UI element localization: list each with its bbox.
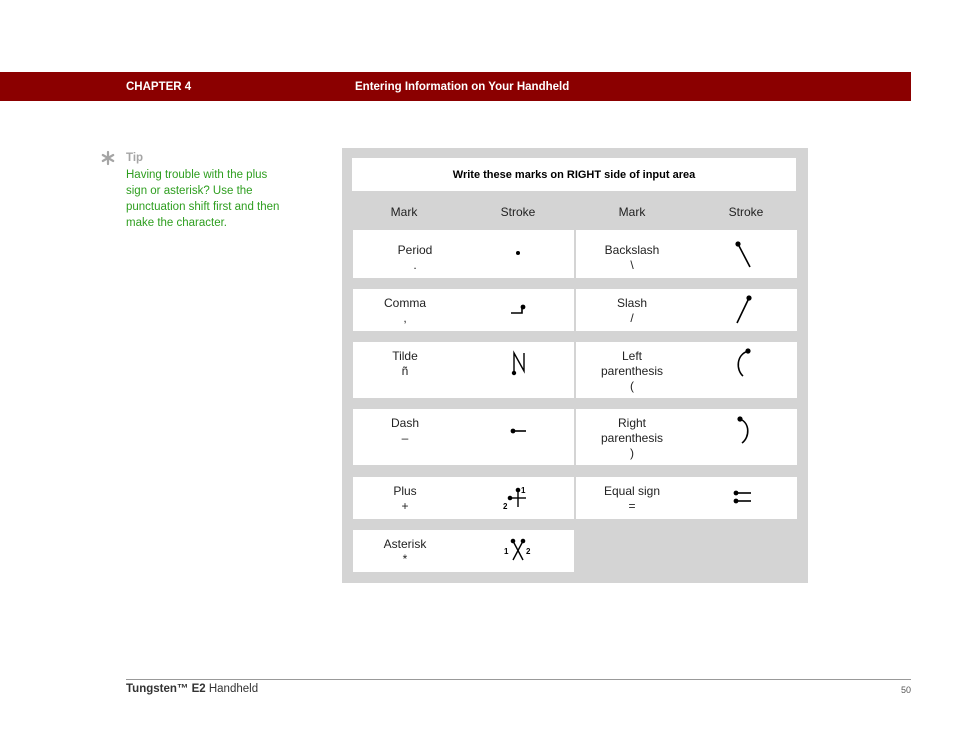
- mark-name: Comma ,: [383, 296, 426, 325]
- table-row: [576, 289, 797, 331]
- mark-name: Tilde ñ: [392, 349, 418, 378]
- equal-sign-stroke-icon: [728, 483, 758, 513]
- dash-stroke-icon: [503, 421, 533, 441]
- plus-stroke-icon: [501, 483, 535, 513]
- column-header-mark: Mark: [618, 205, 646, 219]
- table-row: [353, 409, 574, 465]
- footer-divider: [126, 679, 911, 680]
- column-header-stroke: Stroke: [500, 205, 536, 219]
- tilde-stroke-icon: [503, 350, 533, 380]
- tip-text: Having trouble with the plus sign or asterisk? Use the punctuation shift first and then make the character.: [126, 169, 280, 229]
- mark-name: Dash –: [390, 416, 419, 445]
- asterisk-icon: [100, 150, 116, 166]
- table-row: [353, 477, 574, 519]
- mark-name: Right parenthesis ): [600, 416, 664, 460]
- stroke-number: 2: [503, 502, 508, 511]
- table-title: Write these marks on RIGHT side of input area: [352, 158, 796, 191]
- backslash-stroke-icon: [728, 238, 758, 272]
- page-number: 50: [900, 685, 911, 695]
- period-stroke-icon: [503, 244, 533, 264]
- left-parenthesis-stroke-icon: [728, 346, 758, 380]
- footer-product-name: Tungsten™ E2 Handheld: [126, 683, 259, 695]
- slash-stroke-icon: [728, 293, 758, 327]
- tip-title: Tip: [126, 152, 144, 164]
- table-row: [353, 530, 574, 572]
- table-row: [353, 289, 574, 331]
- comma-stroke-icon: [503, 299, 533, 319]
- mark-name: Left parenthesis (: [600, 349, 664, 393]
- chapter-title: Entering Information on Your Handheld: [355, 81, 570, 93]
- mark-name: Period .: [397, 243, 433, 272]
- mark-name: Slash /: [616, 296, 648, 325]
- mark-name: Plus +: [393, 484, 417, 513]
- chapter-number: CHAPTER 4: [126, 81, 192, 93]
- table-row: [353, 342, 574, 398]
- graffiti-strokes-table: [342, 148, 808, 583]
- stroke-number: 1: [504, 547, 509, 556]
- mark-name: Backslash \: [604, 243, 660, 272]
- table-row: [353, 230, 574, 278]
- right-parenthesis-stroke-icon: [728, 413, 758, 447]
- mark-name: Equal sign =: [603, 484, 661, 513]
- column-header-mark: Mark: [390, 205, 418, 219]
- column-header-stroke: Stroke: [728, 205, 764, 219]
- stroke-number: 2: [526, 547, 531, 556]
- stroke-number: 1: [521, 486, 526, 495]
- table-row: [576, 477, 797, 519]
- table-row: [576, 342, 797, 398]
- table-row: [576, 230, 797, 278]
- mark-name: Asterisk *: [383, 537, 427, 566]
- table-row: [576, 409, 797, 465]
- asterisk-stroke-icon: [501, 536, 535, 566]
